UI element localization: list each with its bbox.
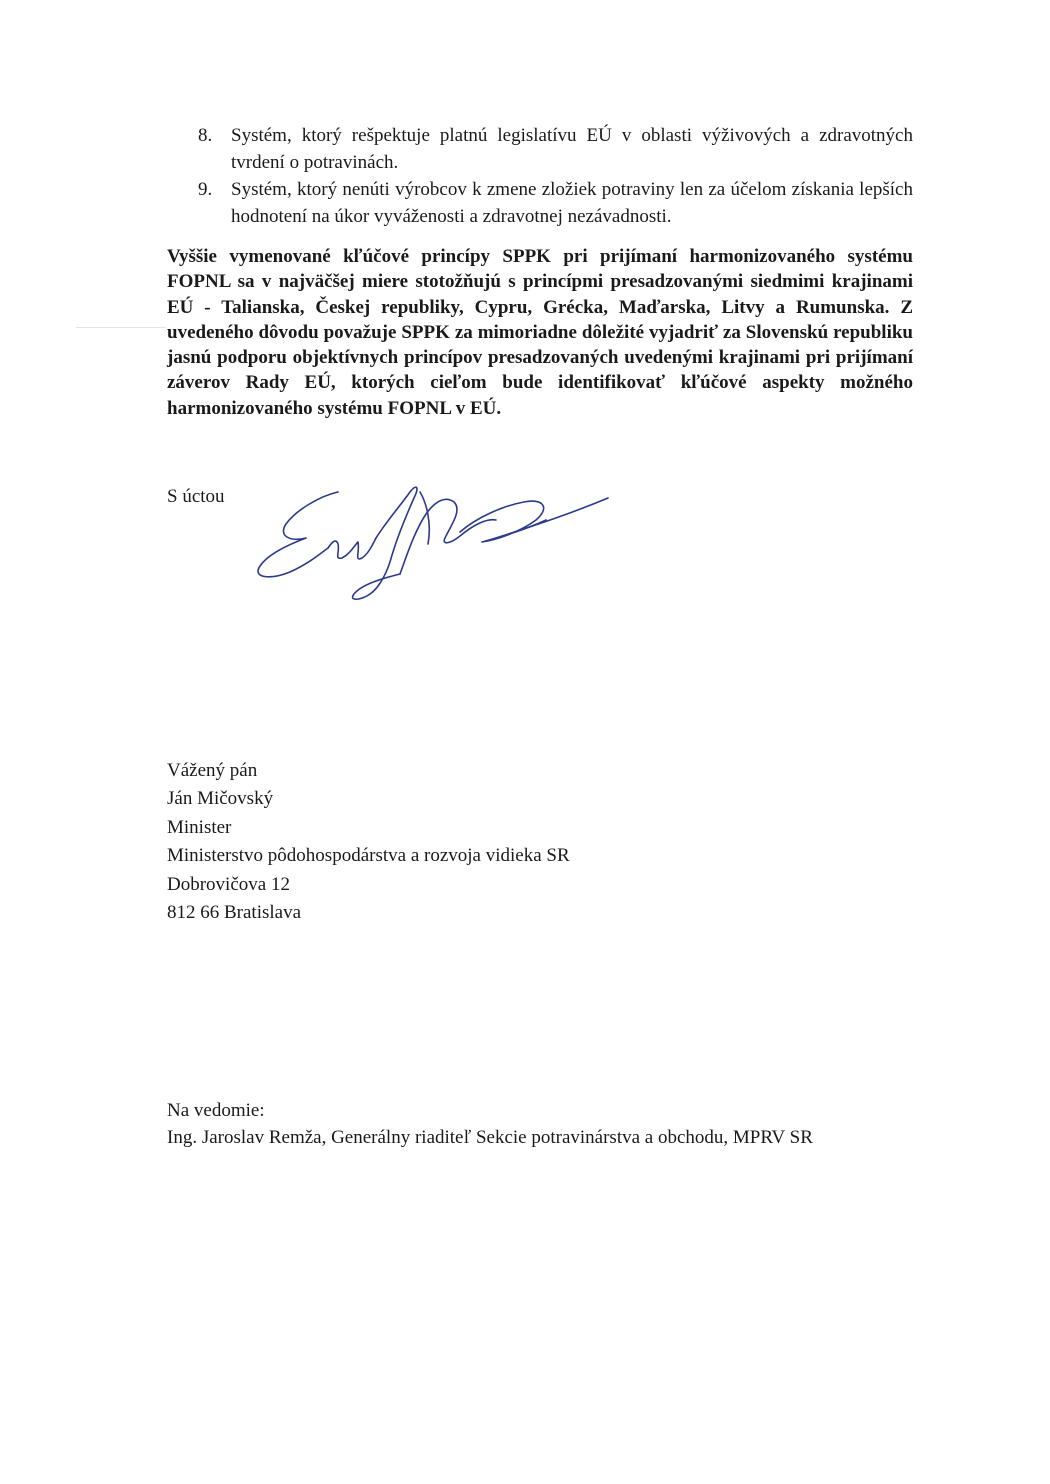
list-item-text: Systém, ktorý nenúti výrobcov k zmene zložiek potraviny len za účelom získania lepších hodnotení na úkor vyváženosti a zdravotnej nezávadnosti. xyxy=(231,179,913,227)
address-title: Minister xyxy=(167,816,232,838)
address-name: Ján Mičovský xyxy=(167,788,274,810)
cc-recipient: Ing. Jaroslav Remža, Generálny riaditeľ Sekcie potravinárstva a obchodu, MPRV SR xyxy=(167,1127,813,1148)
summary-paragraph: Vyššie vymenované kľúčové princípy SPPK pri prijímaní harmonizovaného systému FOPNL sa v najväčšej miere stotožňujú s princípmi presadzovanými siedmimi krajinami EÚ - Talianska, Českej republiky, Cypru, Grécka, Maďarska, Litvy a Rumunska. Z uvedeného dôvodu považuje SPPK za mimoriadne dôležité vyjadriť za Slovenskú republiku jasnú podporu objektívnych princípov presadzovaných uvedenými krajinami pri prijímaní záverov Rady EÚ, ktorých cieľom bude identifikovať kľúčové aspekty možného harmonizovaného systému FOPNL v EÚ. xyxy=(167,246,913,419)
principles-list xyxy=(196,122,913,230)
list-item-text: Systém, ktorý rešpektuje platnú legislatívu EÚ v oblasti výživových a zdravotných tvrdení o potravinách. xyxy=(231,125,913,173)
recipient-address xyxy=(167,757,570,927)
list-item-number: 8. xyxy=(198,125,213,146)
handwritten-signature xyxy=(250,462,620,607)
address-city: 812 66 Bratislava xyxy=(167,902,302,924)
list-item-number: 9. xyxy=(198,179,213,200)
address-salutation: Vážený pán xyxy=(167,760,258,781)
closing-greeting: S úctou xyxy=(167,486,225,507)
scan-artifact-line xyxy=(76,327,166,328)
list-item xyxy=(196,122,913,176)
list-item xyxy=(196,176,913,230)
address-ministry: Ministerstvo pôdohospodárstva a rozvoja vidieka SR xyxy=(167,845,570,867)
cc-label: Na vedomie: xyxy=(167,1100,265,1121)
address-street: Dobrovičova 12 xyxy=(167,873,290,895)
